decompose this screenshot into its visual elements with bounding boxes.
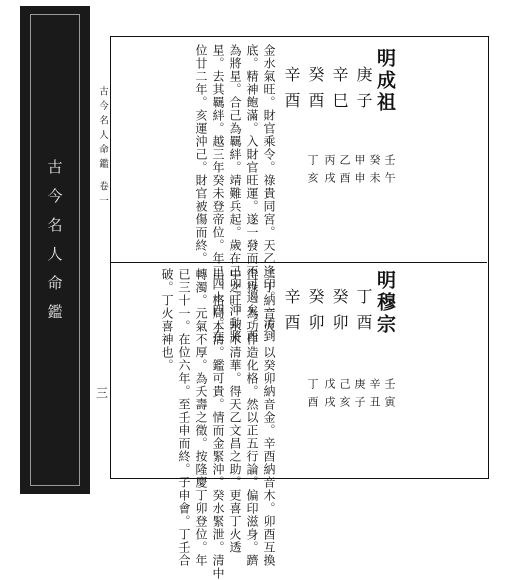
running-footer: 古今名人命鑑 卷一 xyxy=(97,86,108,211)
luck-pillar-bottom-1: 壬寅 xyxy=(383,378,396,414)
commentary-bottom-line-6: 已三十一。在位六年。至壬申而終。子申會。丁壬合 xyxy=(177,268,191,567)
luck-pillar-top-3: 甲申 xyxy=(353,154,366,190)
bazi-month-top: 辛巳 xyxy=(330,66,349,118)
luck-pillar-top-4: 乙酉 xyxy=(338,154,351,190)
section-divider xyxy=(110,262,487,263)
bazi-month-bottom: 癸卯 xyxy=(330,288,349,340)
commentary-bottom-line-5: 轉濁。元氣不厚。為夭壽之徵。按隆慶丁卯登位。年 xyxy=(194,268,208,567)
bazi-year-top: 庚子 xyxy=(354,66,373,118)
book-spine xyxy=(20,6,90,494)
commentary-bottom-line-4: 出。格局本清。鑑可貴。情而金緊沖。癸水緊泄。清中 xyxy=(211,268,225,580)
commentary-top-line-1: 金水氣旺。財官乘令。祿貴同宮。天乙逢印。一清到 xyxy=(262,44,276,343)
luck-pillar-bottom-5: 戊戌 xyxy=(323,378,336,414)
luck-pillar-bottom-6: 丁酉 xyxy=(306,378,319,414)
luck-pillar-bottom-4: 己亥 xyxy=(338,378,351,414)
book-page xyxy=(90,6,510,580)
commentary-top-line-5: 位廿二年。亥運沖己。財官被傷而終。 xyxy=(194,44,208,265)
luck-pillar-top-5: 丙戌 xyxy=(323,154,336,190)
bazi-hour-bottom: 辛酉 xyxy=(282,288,301,340)
entry-title-top: 明成祖 xyxy=(374,48,396,114)
bazi-hour-top: 辛酉 xyxy=(282,66,301,118)
bazi-day-top: 癸酉 xyxy=(306,66,325,118)
commentary-top-line-3: 為將星。合己為羈絆。靖難兵起。歲在己卯。沖動將 xyxy=(228,44,242,343)
commentary-bottom-line-7: 破。丁火喜神也。 xyxy=(160,268,174,372)
commentary-bottom-line-1: 二丁納音火。以癸卯納音金。辛酉納音木。卯酉互換 xyxy=(262,268,276,567)
spine-title: 古今名人命鑑 xyxy=(45,159,64,333)
luck-pillar-top-6: 丁亥 xyxy=(306,154,319,190)
luck-pillar-top-2: 癸未 xyxy=(368,154,381,190)
luck-pillar-top-1: 壬午 xyxy=(383,154,396,190)
page-number: 三 xyxy=(96,386,109,400)
entry-title-bottom: 明穆宗 xyxy=(374,270,396,336)
commentary-bottom-line-2: 得祿。為功作造化格。然以正五行論。偏印滋身。躋 xyxy=(245,268,259,567)
commentary-top-line-2: 底。精神飽滿。入財官旺運。遂一發而不可遏矣。酉 xyxy=(245,44,259,343)
bazi-day-bottom: 癸卯 xyxy=(306,288,325,340)
commentary-top-line-4: 星。去其羈絆。越三年癸未登帝位。年已四十四。在 xyxy=(211,44,225,343)
bazi-year-bottom: 丁酉 xyxy=(354,288,373,340)
commentary-bottom-line-3: 中之旺。水木清華。得天乙文昌之助。更喜丁火透 xyxy=(228,268,242,554)
luck-pillar-bottom-3: 庚子 xyxy=(353,378,366,414)
luck-pillar-bottom-2: 辛丑 xyxy=(368,378,381,414)
